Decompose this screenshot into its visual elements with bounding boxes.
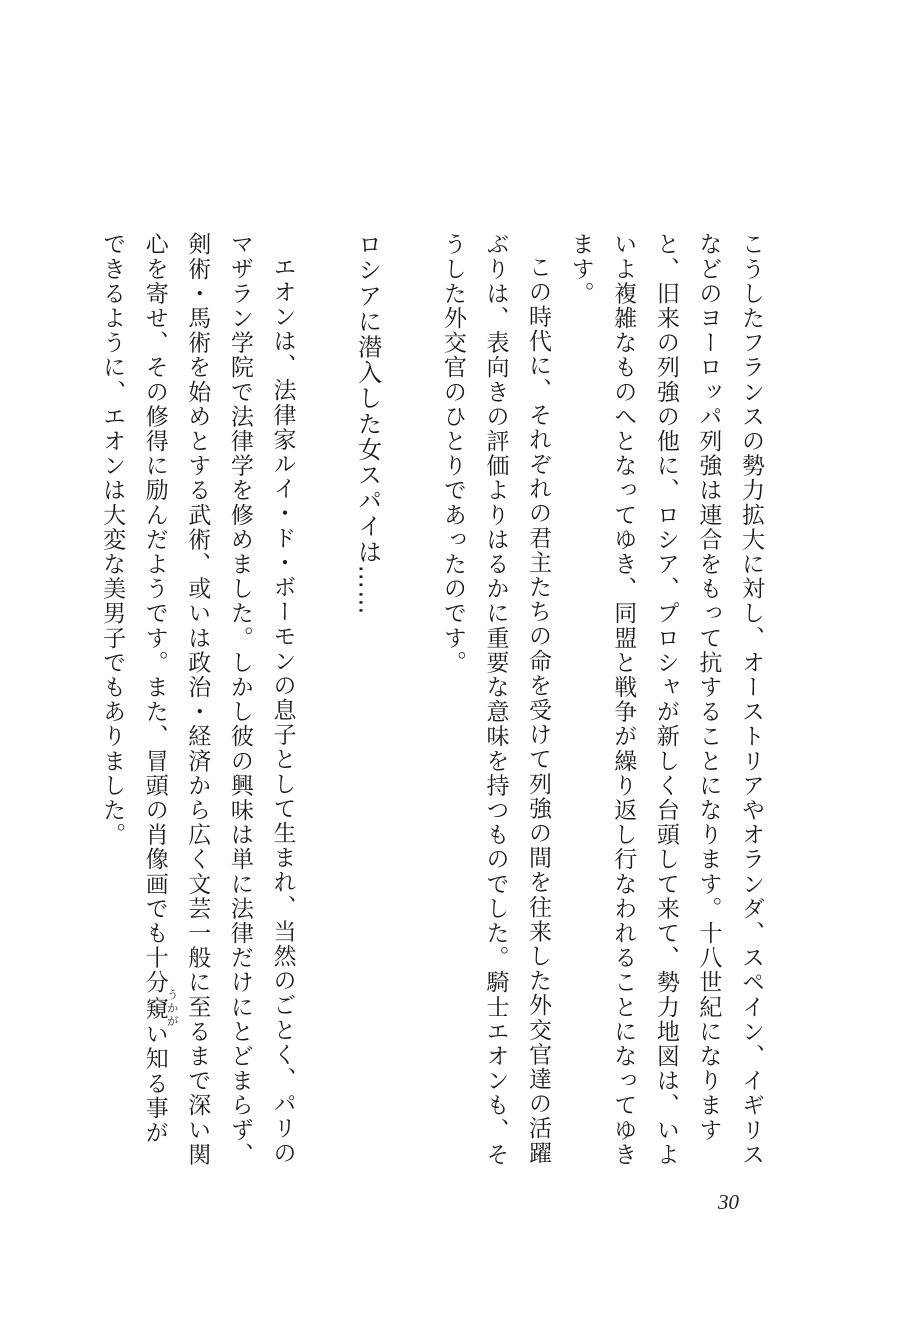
blank-line	[389, 232, 432, 1167]
ruby-annotation	[141, 988, 180, 1028]
section-heading: ロシアに潜入した女スパイは……	[353, 232, 382, 616]
paragraph-3-text-before: エオンは、法律家ルイ・ド・ボーモンの息子として生まれ、当然のごとく、パリのマザラン学院で法律学を修めました。しかし彼の興味は単に法律だけにとどまらず、剣術・馬術を始めとする武術、或いは政治・経済から広く文芸一般に至るまで深い関心を寄せ、その修得に励んだようです。また、冒頭の肖像画でも十分	[141, 232, 296, 1167]
paragraph-3-text-after: い知る事ができるように、エオンは大変な美男子でもありました。	[99, 232, 168, 1145]
ruby-base: 窺	[141, 988, 168, 1028]
vertical-text-body	[91, 232, 773, 1167]
ruby-reading: うかが	[165, 988, 180, 1028]
paragraph-2: この時代に、それぞれの君主たちの命を受けて列強の間を往来した外交官達の活躍ぶりは、表向きの評価よりはるかに重要な意味を持つものでした。騎士エオンも、そうした外交官のひとりであったのです。	[439, 232, 552, 1167]
page-number: 30	[718, 1190, 739, 1214]
paragraph-3	[91, 232, 304, 1167]
paragraph-1: こうしたフランスの勢力拡大に対し、オーストリアやオランダ、スペイン、イギリスなどのヨーロッパ列強は連合をもって抗することになります。十八世紀になりますと、旧来の列強の他に、ロシア、プロシャが新しく台頭して来て、勢力地図は、いよいよ複雑なものへとなってゆき、同盟と戦争が繰り返し行なわれることになってゆきます。	[567, 232, 764, 1167]
blank-line	[303, 232, 346, 1167]
